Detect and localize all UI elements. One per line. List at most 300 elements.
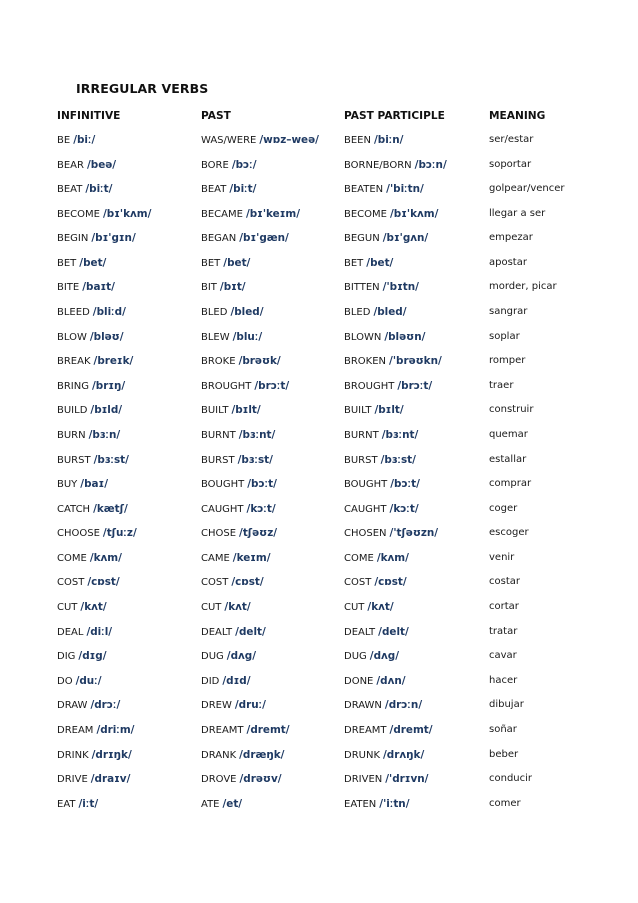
table-row — [57, 329, 617, 345]
infinitive-word: CHOOSE — [57, 528, 100, 540]
cell-infinitive — [57, 624, 112, 641]
past-word: DEALT — [201, 626, 233, 638]
past-pronunciation: /dræŋk/ — [239, 748, 285, 761]
infinitive-word: DO — [57, 675, 73, 687]
past-participle-word: BET — [344, 257, 364, 269]
past-word: CUT — [201, 602, 222, 614]
cell-past — [201, 599, 251, 616]
cell-past — [201, 747, 284, 764]
infinitive-pronunciation: /biː/ — [73, 134, 96, 146]
past-pronunciation: /bɔː/ — [231, 158, 257, 171]
past-participle-word: COME — [344, 552, 374, 564]
table-row — [57, 304, 617, 320]
past-pronunciation: /cɒst/ — [231, 576, 264, 589]
past-participle-pronunciation: /dʌg/ — [369, 650, 400, 663]
past-participle-pronunciation: /cɒst/ — [374, 576, 407, 589]
cell-infinitive — [57, 476, 108, 493]
past-word: ATE — [201, 798, 220, 810]
cell-past — [201, 525, 277, 542]
past-pronunciation: /kɔːt/ — [246, 502, 276, 515]
past-word: DID — [201, 675, 220, 687]
cell-infinitive — [57, 648, 107, 665]
header-past: PAST — [201, 110, 231, 122]
cell-meaning: construir — [489, 404, 534, 416]
past-word: WAS/WERE — [201, 135, 257, 146]
cell-past — [201, 378, 289, 395]
past-word: DREW — [201, 700, 232, 712]
cell-infinitive — [57, 132, 95, 149]
cell-meaning: tratar — [489, 625, 518, 637]
infinitive-word: COST — [57, 577, 85, 589]
table-row — [57, 550, 617, 566]
header-past-participle: PAST PARTICIPLE — [344, 110, 445, 122]
past-participle-pronunciation: /kʌm/ — [376, 551, 409, 564]
cell-past-participle — [344, 132, 403, 149]
infinitive-word: BLOW — [57, 331, 87, 343]
infinitive-word: BITE — [57, 282, 80, 294]
past-word: DUG — [201, 651, 224, 663]
infinitive-word: BLEED — [57, 307, 90, 319]
infinitive-pronunciation: /brɪŋ/ — [92, 379, 126, 392]
cell-meaning: dibujar — [489, 699, 524, 711]
past-word: BEAT — [201, 184, 227, 196]
past-participle-word: EATEN — [344, 798, 377, 810]
infinitive-word: BET — [57, 257, 77, 269]
table-row — [57, 796, 617, 812]
past-participle-word: BORNE/BORN — [344, 159, 412, 171]
header-infinitive: INFINITIVE — [57, 110, 121, 122]
past-pronunciation: /bɪlt/ — [231, 404, 261, 417]
cell-meaning: sangrar — [489, 306, 528, 318]
past-participle-pronunciation: /'bɪtn/ — [382, 281, 419, 294]
infinitive-word: DRINK — [57, 749, 89, 761]
past-pronunciation: /bɪ'keɪm/ — [245, 207, 301, 220]
past-participle-pronunciation: /bləʊn/ — [384, 330, 426, 343]
past-participle-pronunciation: /delt/ — [378, 625, 409, 638]
past-participle-word: BOUGHT — [344, 479, 388, 491]
past-word: BURNT — [201, 429, 236, 441]
past-participle-word: BURST — [344, 454, 378, 466]
cell-past — [201, 329, 262, 346]
past-participle-pronunciation: /kʌt/ — [367, 601, 394, 614]
infinitive-pronunciation: /baɪ/ — [80, 478, 109, 491]
cell-infinitive — [57, 181, 112, 198]
cell-past — [201, 796, 242, 813]
cell-meaning: romper — [489, 355, 526, 367]
infinitive-pronunciation: /diːl/ — [86, 625, 113, 638]
past-word: BROKE — [201, 356, 236, 368]
table-row — [57, 427, 617, 443]
infinitive-word: BURST — [57, 454, 91, 466]
infinitive-word: DEAL — [57, 626, 84, 638]
cell-past-participle — [344, 329, 425, 346]
cell-infinitive — [57, 353, 133, 370]
past-word: BECAME — [201, 208, 243, 220]
past-pronunciation: /brəʊk/ — [238, 355, 281, 368]
cell-past-participle — [344, 279, 419, 296]
table-row — [57, 132, 617, 148]
cell-infinitive — [57, 279, 115, 296]
infinitive-word: DRIVE — [57, 774, 88, 786]
infinitive-pronunciation: /beə/ — [86, 158, 117, 171]
cell-past-participle — [344, 501, 419, 518]
infinitive-pronunciation: /kʌm/ — [89, 551, 122, 564]
past-participle-word: DEALT — [344, 626, 376, 638]
cell-past-participle — [344, 181, 424, 198]
cell-meaning: morder, picar — [489, 281, 557, 293]
cell-meaning: ser/estar — [489, 134, 534, 145]
past-participle-word: BITTEN — [344, 282, 380, 294]
past-participle-word: DONE — [344, 675, 374, 687]
infinitive-word: BUILD — [57, 405, 88, 417]
cell-meaning: golpear/vencer — [489, 183, 565, 195]
infinitive-word: BURN — [57, 429, 86, 441]
past-participle-word: BEEN — [344, 135, 371, 146]
infinitive-word: BEGIN — [57, 233, 89, 245]
cell-past — [201, 132, 319, 149]
infinitive-pronunciation: /baɪt/ — [82, 281, 115, 294]
cell-past-participle — [344, 206, 438, 223]
cell-past — [201, 550, 271, 567]
infinitive-pronunciation: /bɜːst/ — [93, 453, 129, 466]
table-row — [57, 378, 617, 394]
cell-infinitive — [57, 550, 122, 567]
cell-past-participle — [344, 378, 432, 395]
infinitive-pronunciation: /drɪŋk/ — [91, 748, 132, 761]
cell-past — [201, 452, 273, 469]
cell-meaning: costar — [489, 576, 520, 588]
cell-meaning: quemar — [489, 428, 528, 440]
cell-past — [201, 157, 257, 174]
past-participle-pronunciation: /dremt/ — [389, 723, 433, 736]
past-participle-word: CUT — [344, 602, 365, 614]
past-participle-pronunciation: /'iːtn/ — [379, 797, 410, 810]
past-participle-word: COST — [344, 577, 372, 589]
table-row — [57, 452, 617, 468]
past-participle-word: BROKEN — [344, 356, 387, 368]
past-word: COST — [201, 577, 229, 589]
past-participle-word: BURNT — [344, 429, 379, 441]
table-row — [57, 525, 617, 541]
cell-past-participle — [344, 550, 409, 567]
infinitive-word: BE — [57, 135, 71, 146]
infinitive-word: DRAW — [57, 700, 88, 712]
past-word: BUILT — [201, 405, 229, 417]
cell-meaning: soñar — [489, 723, 517, 735]
cell-meaning: conducir — [489, 773, 533, 785]
infinitive-pronunciation: /kætʃ/ — [93, 502, 128, 515]
past-participle-pronunciation: /drɔːn/ — [384, 699, 423, 712]
cell-infinitive — [57, 501, 128, 518]
past-participle-pronunciation: /bɪ'kʌm/ — [389, 207, 439, 220]
infinitive-word: BECOME — [57, 208, 100, 220]
cell-meaning: beber — [489, 748, 519, 760]
cell-past-participle — [344, 304, 407, 321]
cell-past-participle — [344, 525, 438, 542]
cell-past — [201, 279, 246, 296]
cell-infinitive — [57, 206, 151, 223]
past-participle-word: BUILT — [344, 405, 372, 417]
cell-past-participle — [344, 673, 406, 690]
cell-past-participle — [344, 771, 428, 788]
past-word: DROVE — [201, 774, 237, 786]
past-participle-pronunciation: /bɪlt/ — [374, 404, 404, 417]
infinitive-word: BEAT — [57, 184, 83, 196]
cell-past — [201, 501, 276, 518]
past-pronunciation: /delt/ — [235, 625, 266, 638]
past-pronunciation: /biːt/ — [229, 183, 257, 196]
past-word: BURST — [201, 454, 235, 466]
infinitive-word: CATCH — [57, 503, 91, 515]
past-word: CAUGHT — [201, 503, 244, 515]
past-pronunciation: /bɜːnt/ — [238, 428, 276, 441]
infinitive-pronunciation: /biːt/ — [85, 183, 113, 196]
infinitive-word: BRING — [57, 380, 89, 392]
cell-meaning: soportar — [489, 158, 532, 170]
past-participle-word: DRAWN — [344, 700, 382, 712]
cell-past-participle — [344, 599, 394, 616]
cell-past-participle — [344, 452, 416, 469]
past-participle-word: DUG — [344, 651, 367, 663]
cell-meaning: coger — [489, 502, 518, 514]
past-pronunciation: /kʌt/ — [224, 601, 251, 614]
past-participle-word: CAUGHT — [344, 503, 387, 515]
infinitive-pronunciation: /draɪv/ — [90, 773, 131, 786]
table-header — [57, 108, 617, 124]
past-word: CAME — [201, 552, 230, 564]
cell-past — [201, 648, 256, 665]
table-row — [57, 673, 617, 689]
past-pronunciation: /bluː/ — [232, 330, 263, 343]
table-row — [57, 476, 617, 492]
past-pronunciation: /dremt/ — [246, 723, 290, 736]
page-title: IRREGULAR VERBS — [76, 81, 209, 96]
past-pronunciation: /dʌg/ — [226, 650, 257, 663]
table-row — [57, 402, 617, 418]
past-participle-pronunciation: /brɔːt/ — [397, 379, 433, 392]
infinitive-pronunciation: /dɪg/ — [78, 650, 107, 663]
cell-infinitive — [57, 722, 134, 739]
infinitive-pronunciation: /cɒst/ — [87, 576, 120, 589]
infinitive-pronunciation: /kʌt/ — [80, 601, 107, 614]
past-participle-pronunciation: /'biːtn/ — [386, 183, 424, 196]
infinitive-pronunciation: /breɪk/ — [93, 355, 134, 368]
cell-meaning: cavar — [489, 650, 517, 662]
table-row — [57, 181, 617, 197]
past-participle-pronunciation: /'drɪvn/ — [385, 773, 429, 786]
table-row — [57, 599, 617, 615]
cell-infinitive — [57, 525, 137, 542]
cell-past — [201, 402, 261, 419]
past-participle-word: BEGUN — [344, 233, 380, 245]
cell-past-participle — [344, 648, 399, 665]
cell-infinitive — [57, 747, 132, 764]
cell-past-participle — [344, 722, 433, 739]
table-row — [57, 747, 617, 763]
table-row — [57, 648, 617, 664]
infinitive-pronunciation: /duː/ — [75, 674, 102, 687]
cell-meaning: cortar — [489, 601, 519, 613]
past-pronunciation: /drəʊv/ — [239, 773, 282, 786]
cell-infinitive — [57, 157, 116, 174]
table-row — [57, 574, 617, 590]
table-row — [57, 771, 617, 787]
infinitive-pronunciation: /bləʊ/ — [89, 330, 124, 343]
cell-past-participle — [344, 747, 424, 764]
table-row — [57, 279, 617, 295]
cell-past-participle — [344, 157, 447, 174]
cell-infinitive — [57, 329, 124, 346]
cell-past — [201, 304, 264, 321]
cell-past-participle — [344, 624, 409, 641]
cell-meaning: soplar — [489, 330, 520, 342]
past-participle-pronunciation: /bɔːt/ — [390, 478, 420, 491]
past-participle-pronunciation: /dʌn/ — [376, 674, 406, 687]
cell-past-participle — [344, 574, 407, 591]
cell-infinitive — [57, 574, 120, 591]
past-participle-pronunciation: /bɔːn/ — [414, 158, 447, 171]
cell-past-participle — [344, 353, 442, 370]
infinitive-word: EAT — [57, 798, 76, 810]
past-word: BLED — [201, 307, 228, 319]
cell-meaning: empezar — [489, 232, 533, 244]
cell-infinitive — [57, 599, 107, 616]
past-word: BORE — [201, 159, 229, 171]
infinitive-pronunciation: /bɜːn/ — [88, 428, 121, 441]
table-row — [57, 157, 617, 173]
cell-past-participle — [344, 427, 418, 444]
cell-infinitive — [57, 452, 129, 469]
table-row — [57, 230, 617, 246]
past-word: BEGAN — [201, 233, 237, 245]
past-participle-word: DREAMT — [344, 724, 387, 736]
infinitive-pronunciation: /bliːd/ — [92, 306, 126, 319]
past-pronunciation: /tʃəʊz/ — [239, 527, 278, 540]
past-word: BOUGHT — [201, 479, 245, 491]
past-participle-pronunciation: /drʌŋk/ — [383, 748, 425, 761]
past-participle-word: BLED — [344, 307, 371, 319]
past-word: DREAMT — [201, 724, 244, 736]
cell-infinitive — [57, 796, 98, 813]
past-pronunciation: /bɔːt/ — [247, 478, 277, 491]
cell-past-participle — [344, 476, 420, 493]
infinitive-word: DREAM — [57, 724, 94, 736]
cell-past — [201, 206, 300, 223]
cell-infinitive — [57, 427, 120, 444]
past-word: DRANK — [201, 749, 237, 761]
past-pronunciation: /bɪ'gæn/ — [239, 232, 289, 245]
cell-past — [201, 722, 290, 739]
cell-past-participle — [344, 230, 428, 247]
cell-infinitive — [57, 673, 102, 690]
cell-past-participle — [344, 697, 422, 714]
past-word: BET — [201, 257, 221, 269]
cell-past — [201, 624, 266, 641]
infinitive-pronunciation: /bɪ'gɪn/ — [91, 232, 136, 245]
past-participle-word: BROUGHT — [344, 380, 395, 392]
past-pronunciation: /wɒz–weə/ — [259, 134, 319, 146]
cell-past — [201, 230, 289, 247]
cell-infinitive — [57, 304, 126, 321]
cell-infinitive — [57, 255, 106, 272]
cell-past — [201, 427, 275, 444]
past-participle-pronunciation: /bɜːst/ — [380, 453, 416, 466]
past-participle-pronunciation: /bɪ'gʌn/ — [382, 232, 429, 245]
past-pronunciation: /bɪt/ — [219, 281, 246, 294]
cell-meaning: apostar — [489, 256, 527, 268]
infinitive-word: BREAK — [57, 356, 91, 368]
infinitive-pronunciation: /bet/ — [79, 256, 107, 269]
infinitive-pronunciation: /bɪ'kʌm/ — [102, 207, 152, 220]
past-participle-word: DRIVEN — [344, 774, 383, 786]
cell-infinitive — [57, 771, 130, 788]
cell-meaning: venir — [489, 551, 515, 563]
cell-past — [201, 574, 264, 591]
past-pronunciation: /dɪd/ — [222, 674, 251, 687]
table-row — [57, 697, 617, 713]
cell-infinitive — [57, 230, 136, 247]
past-participle-word: DRUNK — [344, 749, 381, 761]
past-word: CHOSE — [201, 528, 237, 540]
past-pronunciation: /keɪm/ — [232, 551, 271, 564]
infinitive-pronunciation: /driːm/ — [96, 723, 135, 736]
infinitive-word: BUY — [57, 479, 78, 491]
cell-infinitive — [57, 402, 122, 419]
cell-meaning: comer — [489, 797, 521, 809]
past-participle-word: BLOWN — [344, 331, 382, 343]
cell-meaning: hacer — [489, 674, 518, 686]
table-row — [57, 501, 617, 517]
cell-past-participle — [344, 796, 410, 813]
cell-past — [201, 255, 250, 272]
cell-past-participle — [344, 255, 393, 272]
table-row — [57, 722, 617, 738]
cell-past — [201, 697, 266, 714]
past-participle-pronunciation: /biːn/ — [373, 134, 404, 146]
past-participle-word: BEATEN — [344, 184, 384, 196]
infinitive-pronunciation: /drɔː/ — [90, 699, 121, 712]
cell-meaning: traer — [489, 379, 514, 391]
past-pronunciation: /brɔːt/ — [254, 379, 290, 392]
past-pronunciation: /et/ — [222, 797, 243, 810]
cell-infinitive — [57, 697, 120, 714]
cell-infinitive — [57, 378, 125, 395]
past-pronunciation: /druː/ — [234, 699, 266, 712]
infinitive-pronunciation: /bɪld/ — [90, 404, 123, 417]
past-participle-pronunciation: /bled/ — [373, 306, 407, 319]
cell-past — [201, 771, 282, 788]
past-participle-pronunciation: /bɜːnt/ — [381, 428, 419, 441]
table-row — [57, 353, 617, 369]
infinitive-word: COME — [57, 552, 87, 564]
past-participle-pronunciation: /bet/ — [366, 256, 394, 269]
infinitive-pronunciation: /tʃuːz/ — [102, 527, 137, 540]
cell-past — [201, 476, 277, 493]
infinitive-word: BEAR — [57, 159, 84, 171]
table-row — [57, 206, 617, 222]
cell-past — [201, 673, 251, 690]
infinitive-pronunciation: /iːt/ — [78, 797, 99, 810]
past-participle-pronunciation: /'brəʊkn/ — [389, 355, 442, 368]
past-participle-pronunciation: /'tʃəʊzn/ — [389, 527, 439, 540]
past-participle-word: CHOSEN — [344, 528, 387, 540]
cell-meaning: comprar — [489, 478, 532, 490]
header-meaning: MEANING — [489, 110, 546, 122]
table-row — [57, 255, 617, 271]
cell-meaning: escoger — [489, 527, 529, 539]
past-word: BLEW — [201, 331, 230, 343]
past-participle-pronunciation: /kɔːt/ — [389, 502, 419, 515]
